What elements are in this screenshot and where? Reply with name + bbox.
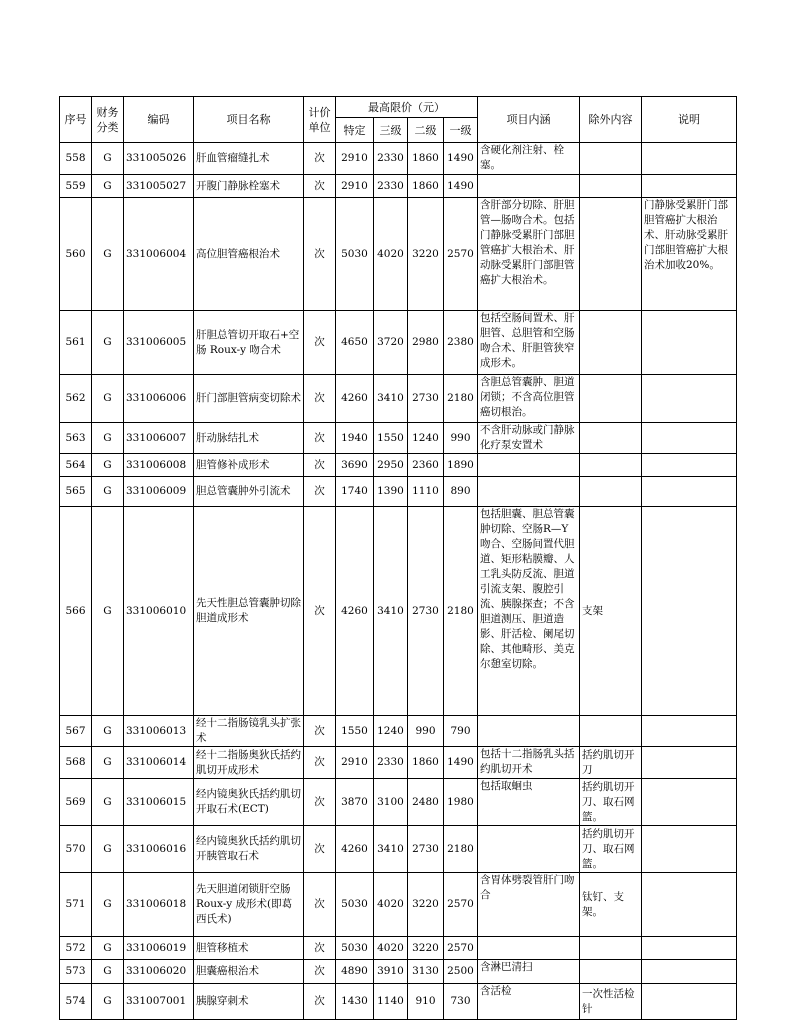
- cell-unit: 次: [304, 984, 336, 1020]
- cell-unit: 次: [304, 960, 336, 984]
- cell-unit: 次: [304, 143, 336, 175]
- table-row: [60, 937, 737, 960]
- cell-price-level3: 3410: [374, 826, 408, 873]
- cell-price-level2: 990: [408, 716, 444, 747]
- cell-unit: 次: [304, 454, 336, 477]
- cell-price-level3: 1550: [374, 423, 408, 454]
- cell-price-level2: 1110: [408, 477, 444, 507]
- cell-code: 331006009: [124, 477, 194, 507]
- cell-excluded: [580, 716, 642, 747]
- cell-excluded: 括约肌切开刀、取石网篮。: [580, 826, 642, 873]
- table-row: [60, 143, 737, 175]
- header-name: 项目名称: [194, 97, 304, 143]
- cell-name: 经十二指肠镜乳头扩张术: [194, 716, 304, 747]
- header-code: 编码: [124, 97, 194, 143]
- cell-excluded: 支架: [580, 507, 642, 716]
- table-row: [60, 873, 737, 937]
- cell-price-special: 1550: [336, 716, 374, 747]
- cell-note: [642, 477, 737, 507]
- table-row: [60, 454, 737, 477]
- cell-excluded: [580, 423, 642, 454]
- cell-unit: 次: [304, 477, 336, 507]
- cell-price-special: 5030: [336, 873, 374, 937]
- header-excluded: 除外内容: [580, 97, 642, 143]
- cell-code: 331006015: [124, 779, 194, 826]
- cell-content: 包括取蛔虫: [478, 779, 580, 826]
- cell-content: [478, 937, 580, 960]
- cell-price-level1: 1490: [444, 175, 478, 198]
- cell-code: 331006010: [124, 507, 194, 716]
- cell-price-level1: 2570: [444, 937, 478, 960]
- cell-unit: 次: [304, 311, 336, 375]
- cell-price-level2: 3130: [408, 960, 444, 984]
- cell-code: 331006004: [124, 198, 194, 311]
- cell-note: [642, 375, 737, 423]
- cell-price-level2: 1860: [408, 143, 444, 175]
- cell-seq: 558: [60, 143, 92, 175]
- cell-price-level1: 2500: [444, 960, 478, 984]
- cell-price-level2: 2980: [408, 311, 444, 375]
- cell-price-special: 4890: [336, 960, 374, 984]
- cell-category: G: [92, 454, 124, 477]
- cell-price-level3: 3410: [374, 375, 408, 423]
- table-body: [60, 143, 737, 1020]
- cell-seq: 569: [60, 779, 92, 826]
- cell-note: [642, 937, 737, 960]
- cell-price-special: 4260: [336, 507, 374, 716]
- cell-category: G: [92, 143, 124, 175]
- cell-price-level3: 3720: [374, 311, 408, 375]
- cell-category: G: [92, 477, 124, 507]
- table-row: [60, 984, 737, 1020]
- cell-unit: 次: [304, 826, 336, 873]
- header-level3: 三级: [374, 118, 408, 143]
- cell-price-level3: 3100: [374, 779, 408, 826]
- cell-price-level3: 1140: [374, 984, 408, 1020]
- cell-price-special: 5030: [336, 937, 374, 960]
- cell-note: [642, 175, 737, 198]
- cell-price-special: 1940: [336, 423, 374, 454]
- cell-seq: 567: [60, 716, 92, 747]
- cell-excluded: 钛钉、支架。: [580, 873, 642, 937]
- cell-content: 含淋巴清扫: [478, 960, 580, 984]
- cell-excluded: [580, 375, 642, 423]
- table-row: [60, 375, 737, 423]
- cell-category: G: [92, 311, 124, 375]
- cell-price-level2: 2480: [408, 779, 444, 826]
- cell-content: 含胆总管囊肿、胆道闭锁；不含高位胆管癌切根治。: [478, 375, 580, 423]
- cell-name: 经内镜奥狄氏括约肌切开胰管取石术: [194, 826, 304, 873]
- cell-price-level3: 3410: [374, 507, 408, 716]
- cell-content: [478, 175, 580, 198]
- cell-price-level2: 910: [408, 984, 444, 1020]
- cell-unit: 次: [304, 937, 336, 960]
- cell-content: 含肝部分切除、肝胆管—肠吻合术。包括门静脉受累肝门部胆管癌扩大根治术、肝动脉受累肝门部胆管癌扩大根治术。: [478, 198, 580, 311]
- cell-price-level1: 790: [444, 716, 478, 747]
- cell-name: 胆管移植术: [194, 937, 304, 960]
- cell-note: [642, 826, 737, 873]
- cell-price-level2: 3220: [408, 198, 444, 311]
- cell-note: [642, 423, 737, 454]
- cell-category: G: [92, 198, 124, 311]
- cell-code: 331005027: [124, 175, 194, 198]
- cell-price-level3: 4020: [374, 198, 408, 311]
- cell-excluded: [580, 311, 642, 375]
- cell-code: 331007001: [124, 984, 194, 1020]
- cell-excluded: [580, 454, 642, 477]
- cell-price-level3: 4020: [374, 937, 408, 960]
- cell-unit: 次: [304, 423, 336, 454]
- cell-price-level1: 2180: [444, 507, 478, 716]
- cell-content: 包括十二指肠乳头括约肌切开术: [478, 747, 580, 779]
- cell-name: 先天胆道闭锁肝空肠 Roux-y 成形术(即葛西氏术): [194, 873, 304, 937]
- cell-name: 肝血管瘤缝扎术: [194, 143, 304, 175]
- cell-content: 包括空肠间置术、肝胆管、总胆管和空肠吻合术、肝胆管狭窄成形术。: [478, 311, 580, 375]
- cell-category: G: [92, 423, 124, 454]
- table-row: [60, 507, 737, 716]
- cell-price-level1: 1980: [444, 779, 478, 826]
- cell-code: 331006018: [124, 873, 194, 937]
- table-row: [60, 747, 737, 779]
- cell-category: G: [92, 960, 124, 984]
- cell-price-level3: 4020: [374, 873, 408, 937]
- cell-price-level1: 990: [444, 423, 478, 454]
- cell-price-level3: 1240: [374, 716, 408, 747]
- cell-unit: 次: [304, 198, 336, 311]
- cell-price-level3: 3910: [374, 960, 408, 984]
- cell-price-special: 5030: [336, 198, 374, 311]
- cell-content: [478, 826, 580, 873]
- table-row: [60, 477, 737, 507]
- table-row: [60, 175, 737, 198]
- cell-note: [642, 984, 737, 1020]
- cell-price-level2: 3220: [408, 937, 444, 960]
- cell-price-level1: 890: [444, 477, 478, 507]
- cell-name: 先天性胆总管囊肿切除胆道成形术: [194, 507, 304, 716]
- cell-price-special: 2910: [336, 143, 374, 175]
- cell-name: 肝门部胆管病变切除术: [194, 375, 304, 423]
- header-price-group: 最高限价（元）: [336, 97, 478, 118]
- header-unit: 计价 单位: [304, 97, 336, 143]
- cell-price-special: 1430: [336, 984, 374, 1020]
- cell-note: [642, 716, 737, 747]
- cell-price-level2: 2360: [408, 454, 444, 477]
- cell-code: 331006014: [124, 747, 194, 779]
- cell-price-special: 2910: [336, 175, 374, 198]
- cell-price-level1: 1490: [444, 143, 478, 175]
- cell-category: G: [92, 375, 124, 423]
- cell-name: 胰腺穿刺术: [194, 984, 304, 1020]
- cell-unit: 次: [304, 175, 336, 198]
- cell-seq: 562: [60, 375, 92, 423]
- header-seq: 序号: [60, 97, 92, 143]
- cell-excluded: 一次性活检针: [580, 984, 642, 1020]
- cell-code: 331006007: [124, 423, 194, 454]
- table-row: [60, 198, 737, 311]
- cell-seq: 572: [60, 937, 92, 960]
- cell-seq: 565: [60, 477, 92, 507]
- cell-category: G: [92, 507, 124, 716]
- cell-price-level1: 2570: [444, 873, 478, 937]
- cell-seq: 568: [60, 747, 92, 779]
- cell-seq: 573: [60, 960, 92, 984]
- cell-price-level1: 1490: [444, 747, 478, 779]
- cell-content: [478, 454, 580, 477]
- cell-name: 胆囊癌根治术: [194, 960, 304, 984]
- cell-note: [642, 747, 737, 779]
- cell-price-level1: 2180: [444, 375, 478, 423]
- cell-name: 肝动脉结扎术: [194, 423, 304, 454]
- cell-name: 高位胆管癌根治术: [194, 198, 304, 311]
- cell-excluded: 括约肌切开刀、取石网篮。: [580, 779, 642, 826]
- cell-unit: 次: [304, 779, 336, 826]
- cell-category: G: [92, 984, 124, 1020]
- cell-excluded: [580, 960, 642, 984]
- price-table: [59, 96, 737, 1020]
- cell-note: [642, 143, 737, 175]
- cell-excluded: [580, 143, 642, 175]
- table-row: [60, 779, 737, 826]
- cell-category: G: [92, 779, 124, 826]
- header-level2: 二级: [408, 118, 444, 143]
- table-header: [60, 97, 737, 143]
- cell-seq: 574: [60, 984, 92, 1020]
- table-row: [60, 423, 737, 454]
- cell-price-special: 4650: [336, 311, 374, 375]
- cell-note: [642, 454, 737, 477]
- cell-name: 经内镜奥狄氏括约肌切开取石术(ECT): [194, 779, 304, 826]
- header-content: 项目内涵: [478, 97, 580, 143]
- header-level1: 一级: [444, 118, 478, 143]
- header-special: 特定: [336, 118, 374, 143]
- cell-price-level3: 1390: [374, 477, 408, 507]
- cell-content: 含硬化剂注射、栓塞。: [478, 143, 580, 175]
- cell-content: 含胃体劈裂管肝门吻合: [478, 873, 580, 937]
- cell-code: 331006005: [124, 311, 194, 375]
- cell-category: G: [92, 716, 124, 747]
- cell-code: 331006013: [124, 716, 194, 747]
- cell-price-level3: 2330: [374, 143, 408, 175]
- cell-unit: 次: [304, 747, 336, 779]
- cell-price-level3: 2330: [374, 175, 408, 198]
- table-row: [60, 960, 737, 984]
- cell-excluded: [580, 937, 642, 960]
- header-category: 财务 分类: [92, 97, 124, 143]
- cell-content: 含活检: [478, 984, 580, 1020]
- table-row: [60, 826, 737, 873]
- cell-code: 331006016: [124, 826, 194, 873]
- cell-price-level2: 1240: [408, 423, 444, 454]
- cell-price-level1: 1890: [444, 454, 478, 477]
- cell-price-level2: 3220: [408, 873, 444, 937]
- cell-content: [478, 477, 580, 507]
- cell-seq: 566: [60, 507, 92, 716]
- cell-excluded: [580, 198, 642, 311]
- cell-seq: 570: [60, 826, 92, 873]
- cell-category: G: [92, 873, 124, 937]
- cell-note: [642, 507, 737, 716]
- cell-content: 包括胆囊、胆总管囊肿切除、空肠R—Y吻合、空肠间置代胆道、矩形粘膜瓣、人工乳头防反流、胆道引流支架、腹腔引流、胰腺探查；不含胆道测压、胆道造影、肝活检、阑尾切除、其他畸形、美克尔憩室切除。: [478, 507, 580, 716]
- cell-price-level1: 2380: [444, 311, 478, 375]
- cell-price-level2: 2730: [408, 507, 444, 716]
- cell-price-special: 1740: [336, 477, 374, 507]
- cell-excluded: [580, 175, 642, 198]
- cell-price-level1: 2180: [444, 826, 478, 873]
- cell-name: 经十二指肠奥狄氏括约肌切开成形术: [194, 747, 304, 779]
- cell-category: G: [92, 175, 124, 198]
- cell-category: G: [92, 826, 124, 873]
- cell-note: [642, 873, 737, 937]
- cell-code: 331006008: [124, 454, 194, 477]
- cell-seq: 559: [60, 175, 92, 198]
- cell-note: [642, 960, 737, 984]
- cell-price-special: 2910: [336, 747, 374, 779]
- cell-price-level1: 2570: [444, 198, 478, 311]
- cell-price-special: 3870: [336, 779, 374, 826]
- cell-price-special: 3690: [336, 454, 374, 477]
- cell-code: 331006006: [124, 375, 194, 423]
- table-row: [60, 311, 737, 375]
- cell-price-special: 4260: [336, 375, 374, 423]
- cell-content: [478, 716, 580, 747]
- cell-seq: 563: [60, 423, 92, 454]
- cell-name: 肝胆总管切开取石+空肠 Roux-y 吻合术: [194, 311, 304, 375]
- cell-price-level2: 1860: [408, 175, 444, 198]
- cell-content: 不含肝动脉或门静脉化疗泵安置术: [478, 423, 580, 454]
- cell-price-level1: 730: [444, 984, 478, 1020]
- cell-category: G: [92, 937, 124, 960]
- cell-name: 开腹门静脉栓塞术: [194, 175, 304, 198]
- cell-unit: 次: [304, 375, 336, 423]
- cell-unit: 次: [304, 873, 336, 937]
- cell-excluded: [580, 477, 642, 507]
- cell-name: 胆总管囊肿外引流术: [194, 477, 304, 507]
- cell-price-special: 4260: [336, 826, 374, 873]
- cell-seq: 564: [60, 454, 92, 477]
- cell-unit: 次: [304, 716, 336, 747]
- cell-seq: 571: [60, 873, 92, 937]
- cell-name: 胆管修补成形术: [194, 454, 304, 477]
- cell-price-level2: 2730: [408, 375, 444, 423]
- cell-price-level2: 2730: [408, 826, 444, 873]
- cell-seq: 561: [60, 311, 92, 375]
- cell-note: [642, 311, 737, 375]
- cell-code: 331005026: [124, 143, 194, 175]
- cell-note: 门静脉受累肝门部胆管癌扩大根治术、肝动脉受累肝门部胆管癌扩大根治术加收20%。: [642, 198, 737, 311]
- cell-code: 331006020: [124, 960, 194, 984]
- cell-price-level2: 1860: [408, 747, 444, 779]
- cell-excluded: 括约肌切开刀: [580, 747, 642, 779]
- table-row: [60, 716, 737, 747]
- cell-price-level3: 2330: [374, 747, 408, 779]
- header-note: 说明: [642, 97, 737, 143]
- cell-seq: 560: [60, 198, 92, 311]
- cell-unit: 次: [304, 507, 336, 716]
- cell-code: 331006019: [124, 937, 194, 960]
- cell-note: [642, 779, 737, 826]
- cell-price-level3: 2950: [374, 454, 408, 477]
- cell-category: G: [92, 747, 124, 779]
